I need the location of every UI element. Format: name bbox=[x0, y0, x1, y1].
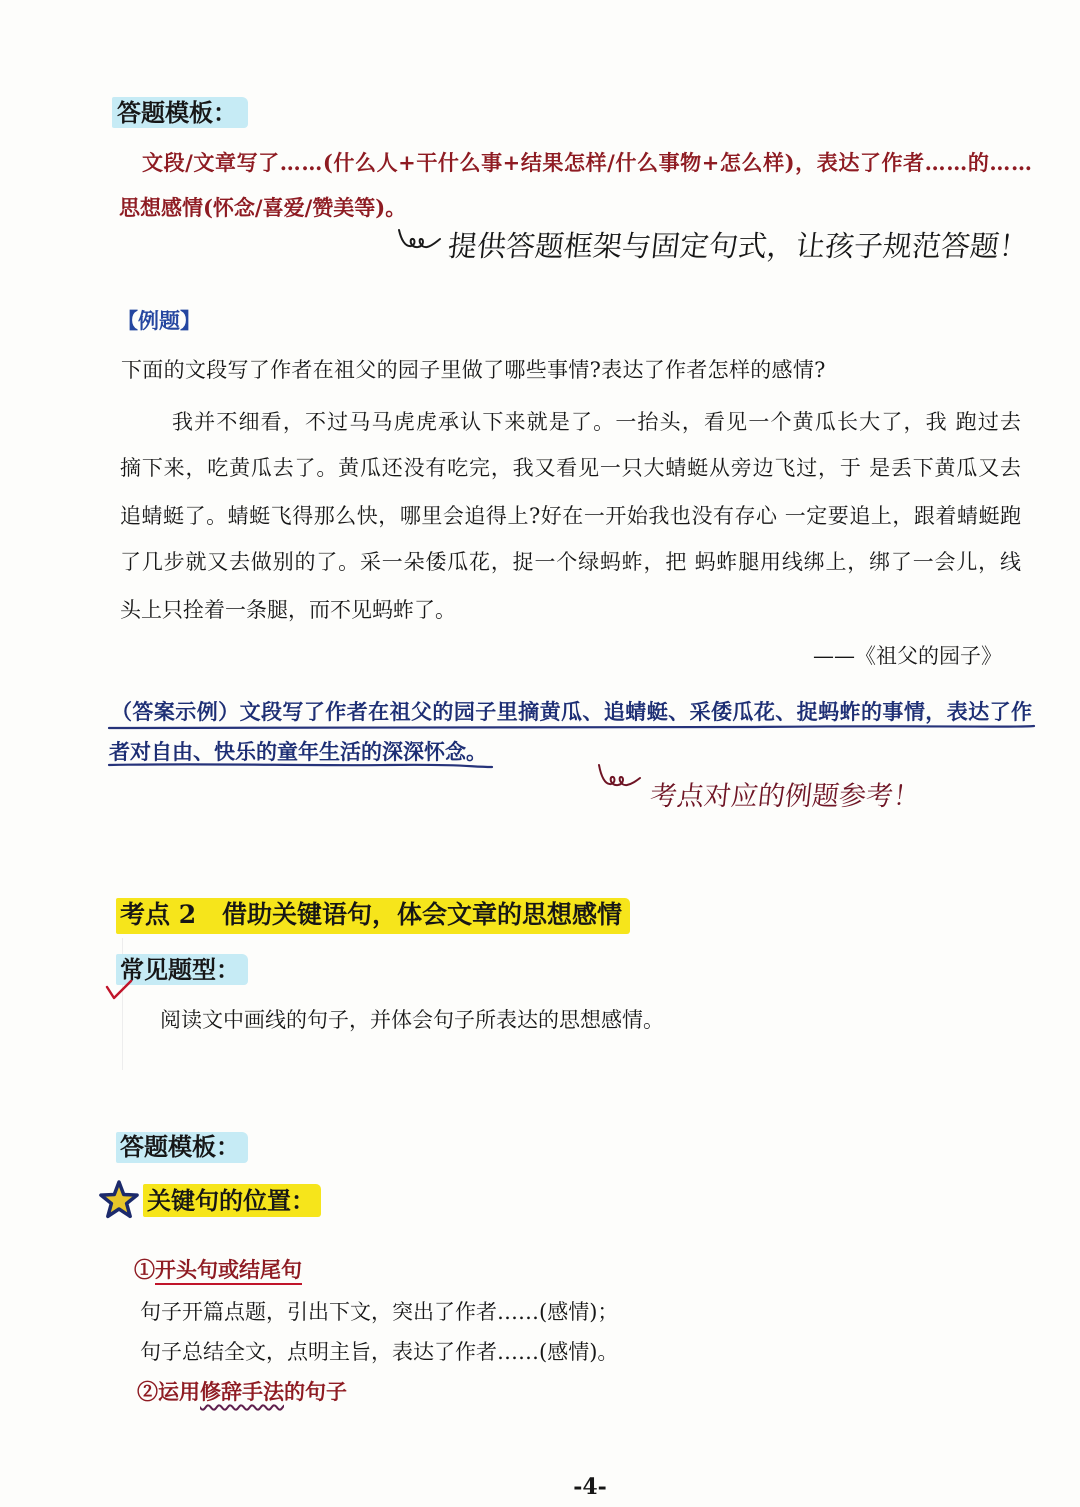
handwritten-loop-icon bbox=[396, 227, 442, 253]
star-icon bbox=[97, 1180, 141, 1222]
template-line-1: 文段/文章写了……(什么人+干什么事+结果怎样/什么事物+怎么样)，表达了作者……的…… bbox=[142, 150, 1033, 175]
item1-line: 句子开篇点题，引出下文，突出了作者……(感情)； bbox=[140, 1300, 619, 1324]
item2-suffix: 的句子 bbox=[284, 1379, 347, 1404]
example-heading: 【例题】 bbox=[117, 308, 201, 333]
handwritten-note-example: 考点对应的例题参考！ bbox=[648, 781, 922, 812]
passage-line: 头上只拴着一条腿，而不见蚂蚱了。 bbox=[120, 598, 456, 622]
passage-line: 了几步就又去做别的了。采一朵倭瓜花，捉一个绿蚂蚱，把 蚂蚱腿用线绑上，绑了一会儿，线 bbox=[120, 550, 1022, 574]
answer-underline bbox=[108, 761, 496, 769]
handwritten-note-template: 提供答题框架与固定句式，让孩子规范答题！ bbox=[446, 229, 1030, 263]
check-mark-icon bbox=[104, 978, 134, 1002]
item2-emphasis: 修辞手法 bbox=[200, 1379, 284, 1404]
example-question: 下面的文段写了作者在祖父的园子里做了哪些事情?表达了作者怎样的感情? bbox=[121, 358, 826, 382]
item2-heading bbox=[137, 1379, 347, 1405]
answer-line: （答案示例）文段写了作者在祖父的园子里摘黄瓜、追蜻蜓、采倭瓜花、捉蚂蚱的事情，表达了作 bbox=[111, 699, 1033, 724]
item1-marker: ① bbox=[134, 1257, 155, 1282]
passage-line: 摘下来，吃黄瓜去了。黄瓜还没有吃完，我又看见一只大蜻蜓从旁边飞过，于 是丢下黄瓜又去 bbox=[120, 456, 1022, 480]
answer-line: 者对自由、快乐的童年生活的深深怀念。 bbox=[109, 739, 487, 764]
item1-line: 句子总结全文，点明主旨，表达了作者……(感情)。 bbox=[140, 1340, 619, 1364]
passage-line: 我并不细看，不过马马虎虎承认下来就是了。一抬头，看见一个黄瓜长大了，我 跑过去 bbox=[172, 410, 1023, 434]
item1-text: 开头句或结尾句 bbox=[155, 1257, 302, 1282]
item2-prefix: ②运用 bbox=[137, 1379, 200, 1404]
page-number: -4- bbox=[573, 1474, 607, 1500]
key-position-heading: 关键句的位置： bbox=[147, 1186, 315, 1215]
template-heading: 答题模板： bbox=[117, 98, 237, 127]
point2-label: 考点 2 bbox=[120, 900, 197, 929]
question-type-heading: 常见题型： bbox=[120, 955, 240, 984]
point2-title: 借助关键语句，体会文章的思想感情 bbox=[222, 900, 623, 929]
question-type-text: 阅读文中画线的句子，并体会句子所表达的思想感情。 bbox=[160, 1008, 664, 1032]
passage-line: 追蜻蜓了。蜻蜓飞得那么快，哪里会追得上?好在一开始我也没有存心 一定要追上，跟着蜻蜓跑 bbox=[120, 504, 1022, 528]
item1-heading bbox=[134, 1257, 302, 1283]
handwritten-loop-icon bbox=[596, 762, 642, 792]
answer-underline bbox=[108, 723, 1036, 731]
passage-source: ——《祖父的园子》 bbox=[813, 644, 1002, 668]
template-heading-2: 答题模板： bbox=[120, 1132, 240, 1161]
template-line-2: 思想感情(怀念/喜爱/赞美等)。 bbox=[119, 195, 407, 220]
